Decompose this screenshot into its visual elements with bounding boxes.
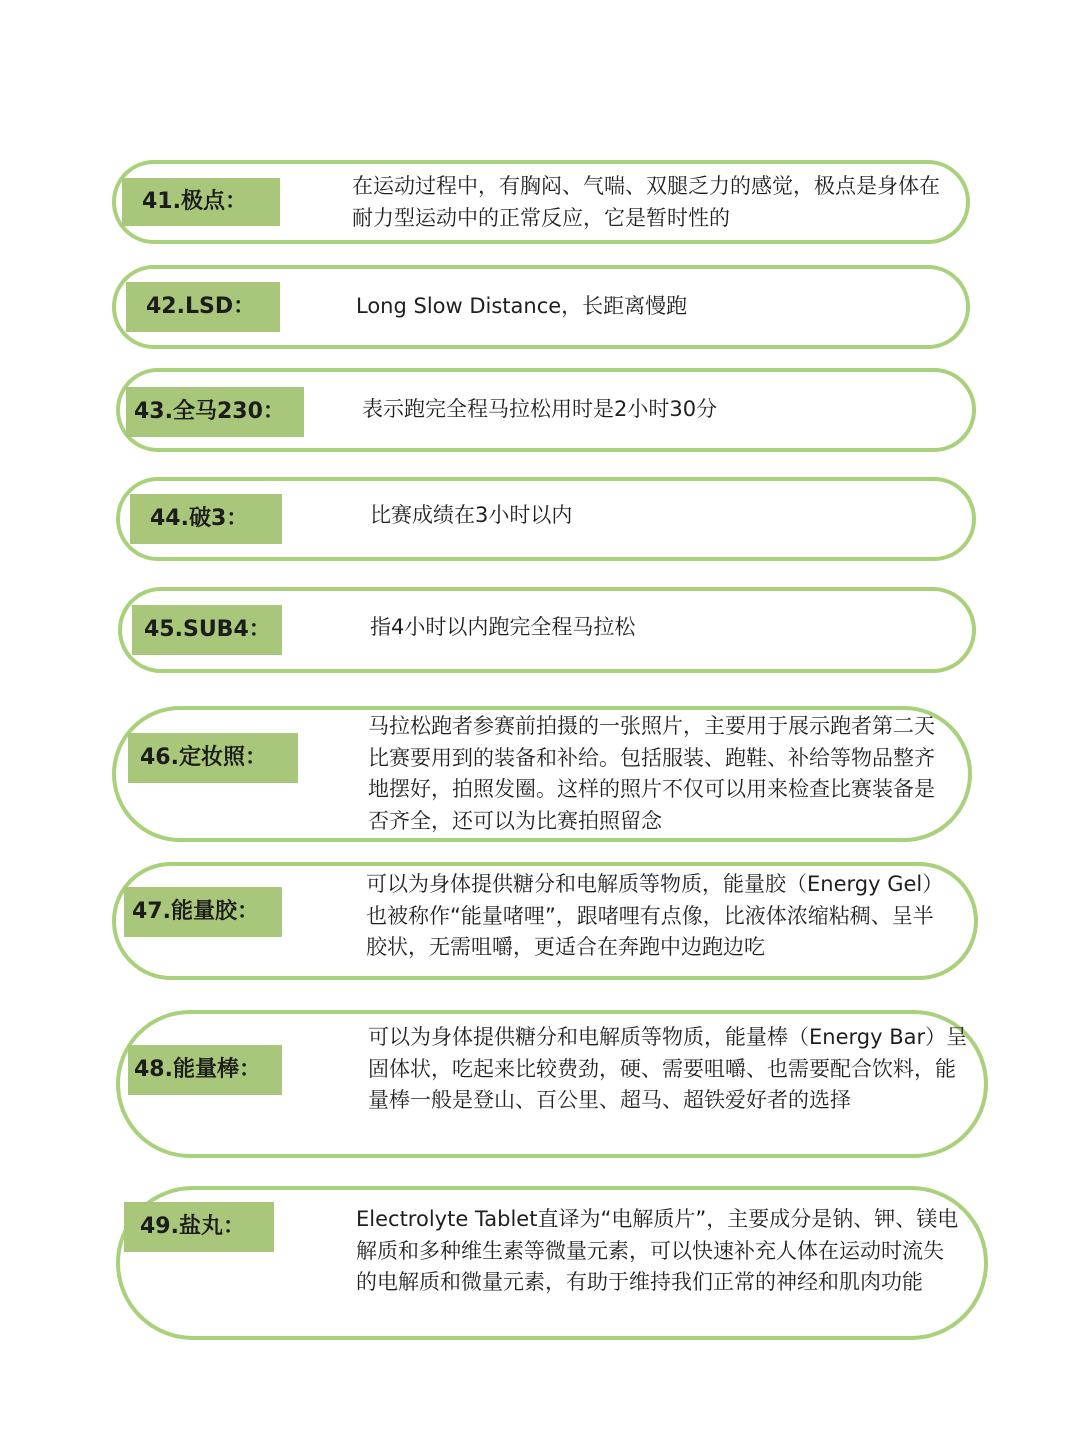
- term-label-46: 46.定妆照：: [128, 733, 298, 783]
- definition-44: 比赛成绩在3小时以内: [370, 503, 573, 527]
- definition-41: 在运动过程中，有胸闷、气喘、双腿乏力的感觉，极点是身体在耐力型运动中的正常反应，它是暂时性的: [352, 174, 940, 230]
- term-label-42: 42.LSD：: [126, 282, 280, 332]
- term-label-48: 48.能量棒：: [128, 1045, 282, 1095]
- term-label-43: 43.全马230：: [126, 387, 304, 437]
- term-label-44: 44.破3：: [130, 494, 282, 544]
- definition-48: 可以为身体提供糖分和电解质等物质，能量棒（Energy Bar）呈固体状，吃起来比较费劲，硬、需要咀嚼、也需要配合饮料，能量棒一般是登山、百公里、超马、超铁爱好者的选择: [368, 1025, 968, 1112]
- definition-46: 马拉松跑者参赛前拍摄的一张照片，主要用于展示跑者第二天比赛要用到的装备和补给。包括服装、跑鞋、补给等物品整齐地摆好，拍照发圈。这样的照片不仅可以用来检查比赛装备是否齐全，还可以为比赛拍照留念: [368, 714, 935, 833]
- definition-42: Long Slow Distance，长距离慢跑: [356, 294, 688, 318]
- definition-47: 可以为身体提供糖分和电解质等物质，能量胶（Energy Gel）也被称作“能量啫哩”，跟啫哩有点像，比液体浓缩粘稠、呈半胶状，无需咀嚼，更适合在奔跑中边跑边吃: [366, 872, 944, 959]
- term-label-41: 41.极点：: [122, 178, 280, 226]
- term-label-45: 45.SUB4：: [132, 605, 282, 655]
- term-label-49: 49.盐丸：: [124, 1202, 274, 1252]
- definition-49: Electrolyte Tablet直译为“电解质片”，主要成分是钠、钾、镁电解质和多种维生素等微量元素，可以快速补充人体在运动时流失的电解质和微量元素，有助于维持我们正常的神经和肌肉功能: [356, 1207, 959, 1294]
- definition-45: 指4小时以内跑完全程马拉松: [370, 615, 636, 639]
- definition-43: 表示跑完全程马拉松用时是2小时30分: [362, 397, 718, 421]
- term-label-47: 47.能量胶：: [124, 887, 282, 937]
